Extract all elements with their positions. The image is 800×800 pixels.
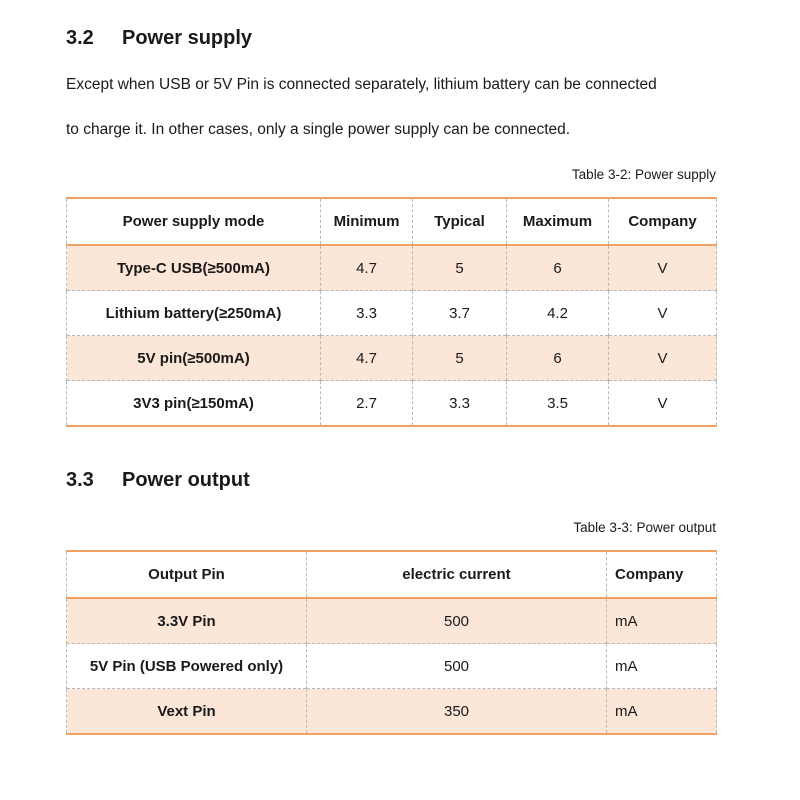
cell-unit: V bbox=[609, 381, 717, 427]
paragraph-line-2: to charge it. In other cases, only a single power supply can be connected. bbox=[66, 121, 571, 138]
column-header: Power supply mode bbox=[67, 198, 321, 245]
table-header-row bbox=[67, 551, 717, 598]
section-title: Power output bbox=[122, 469, 250, 491]
cell-unit: V bbox=[609, 245, 717, 291]
section-number: 3.3 bbox=[66, 469, 94, 491]
cell-unit: mA bbox=[607, 644, 717, 689]
column-header: electric current bbox=[307, 551, 607, 598]
cell-pin: 5V Pin (USB Powered only) bbox=[67, 644, 307, 689]
cell-minimum: 3.3 bbox=[321, 291, 413, 336]
table-header-row bbox=[67, 198, 717, 245]
column-header: Maximum bbox=[507, 198, 609, 245]
section-number: 3.2 bbox=[66, 27, 94, 49]
cell-maximum: 3.5 bbox=[507, 381, 609, 427]
cell-minimum: 4.7 bbox=[321, 336, 413, 381]
table-row bbox=[67, 381, 717, 427]
cell-pin: Vext Pin bbox=[67, 689, 307, 735]
table-caption-power-output: Table 3-3: Power output bbox=[573, 520, 716, 535]
section-heading-power-supply bbox=[66, 27, 252, 50]
cell-maximum: 6 bbox=[507, 245, 609, 291]
cell-pin: 3.3V Pin bbox=[67, 598, 307, 644]
cell-minimum: 4.7 bbox=[321, 245, 413, 291]
cell-typical: 3.7 bbox=[413, 291, 507, 336]
table-row bbox=[67, 245, 717, 291]
cell-maximum: 6 bbox=[507, 336, 609, 381]
cell-unit: V bbox=[609, 291, 717, 336]
paragraph-line-1: Except when USB or 5V Pin is connected separately, lithium battery can be connected bbox=[66, 76, 657, 93]
cell-current: 350 bbox=[307, 689, 607, 735]
column-header: Typical bbox=[413, 198, 507, 245]
cell-current: 500 bbox=[307, 598, 607, 644]
table-row bbox=[67, 689, 717, 735]
table-row bbox=[67, 336, 717, 381]
cell-minimum: 2.7 bbox=[321, 381, 413, 427]
section-heading-power-output bbox=[66, 469, 250, 492]
cell-mode: 5V pin(≥500mA) bbox=[67, 336, 321, 381]
cell-mode: Lithium battery(≥250mA) bbox=[67, 291, 321, 336]
cell-unit: V bbox=[609, 336, 717, 381]
section-title: Power supply bbox=[122, 27, 253, 49]
table-row bbox=[67, 644, 717, 689]
cell-typical: 5 bbox=[413, 245, 507, 291]
column-header: Output Pin bbox=[67, 551, 307, 598]
cell-mode: Type-C USB(≥500mA) bbox=[67, 245, 321, 291]
table-row bbox=[67, 598, 717, 644]
table-row bbox=[67, 291, 717, 336]
cell-typical: 5 bbox=[413, 336, 507, 381]
table-caption-power-supply: Table 3-2: Power supply bbox=[571, 167, 716, 182]
cell-maximum: 4.2 bbox=[507, 291, 609, 336]
column-header: Minimum bbox=[321, 198, 413, 245]
power-output-table bbox=[66, 550, 717, 735]
column-header: Company bbox=[609, 198, 717, 245]
cell-typical: 3.3 bbox=[413, 381, 507, 427]
cell-current: 500 bbox=[307, 644, 607, 689]
cell-mode: 3V3 pin(≥150mA) bbox=[67, 381, 321, 427]
cell-unit: mA bbox=[607, 598, 717, 644]
cell-unit: mA bbox=[607, 689, 717, 735]
power-supply-table bbox=[66, 197, 717, 427]
column-header: Company bbox=[607, 551, 717, 598]
